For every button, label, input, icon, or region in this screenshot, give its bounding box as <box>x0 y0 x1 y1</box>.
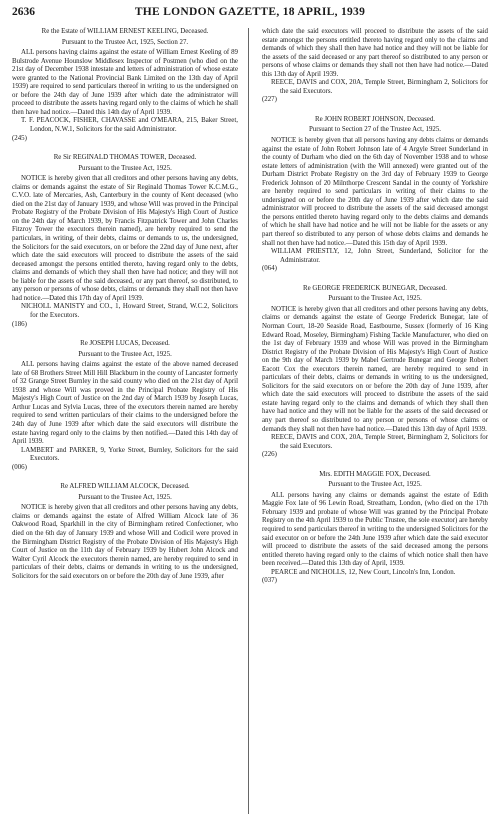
notice-code: (064) <box>262 265 277 273</box>
notice-title: Re JOSEPH LUCAS, Deceased. <box>80 340 170 348</box>
notice-signature: REECE, DAVIS and COX, 20A, Temple Street, Birmingham 2, Solicitors for the said Executors. <box>271 434 488 450</box>
notice-act: Pursuant to Section 27 of the Trustee Act, 1925. <box>308 126 442 134</box>
notice-act: Pursuant to the Trustee Act, 1925. <box>328 481 422 489</box>
notice-signature: LAMBERT and PARKER, 9, Yorke Street, Burnley, Solicitors for the said Executors. <box>21 446 238 463</box>
notice-act: Pursuant to the Trustee Act, 1925. <box>78 350 172 358</box>
notice <box>262 285 488 460</box>
notice-signature: WILLIAM PRIESTLY, 12, John Street, Sunderland, Solicitor for the Administrator. <box>271 248 488 264</box>
left-column <box>12 28 238 581</box>
notice-continued <box>262 28 488 105</box>
notice <box>12 483 238 581</box>
right-column <box>262 28 488 586</box>
notice-body: ALL persons having claims against the estate of William Ernest Keeling of 89 Bulstrode Avenue Hounslow Middlesex Inspector of Postmen (who died on the 21st day of December 1938 intestate and letters of administration of whose estate were granted to the National Provincial Bank Limited on the 13th day of April 1939) are required to send particulars thereof in writing to us the undersigned on or before the 24th day of June 1939 after which date the administrator will proceed to distribute the assets having regard only to the claims of which he shall then have had notice.—Dated this 14th day of April 1939. <box>12 49 238 116</box>
notice-code: (037) <box>262 577 277 585</box>
notice-act: Pursuant to the Trustee Act, 1925. <box>78 493 172 501</box>
notice-signature: PEARCE and NICHOLLS, 12, New Court, Lincoln's Inn, London. <box>271 568 456 576</box>
notice <box>262 116 488 274</box>
notice-title: Re JOHN ROBERT JOHNSON, Deceased. <box>314 115 436 123</box>
notice <box>12 340 238 472</box>
page-header <box>12 6 488 22</box>
column-divider <box>248 28 249 814</box>
notice-body: NOTICE is hereby given that all creditors and other persons having any debts, claims or demands against the estate of Alfred William Alcock late of 36 Oakwood Road, Sparkhill in the city of Birmingham retired Confectioner, who died on the 6th day of January 1939 and whose Will and Codicil were proved in the Birmingham District Registry of the Probate Division of His Majesty's High Court of Justice on the 11th day of February 1939 by Hubert John Alcock and Walter Cyril Alcock the executors therein named, are hereby required to send in particulars of their debts, claims or demands in writing to us the undersigned, Solicitors for the said executors on or before the 20th day of June 1939, after <box>12 504 238 580</box>
notice-act: Pursuant to the Trustee Act, 1925. <box>78 164 172 172</box>
notice-signature: REECE, DAVIS and COX, 20A, Temple Street, Birmingham 2, Solicitors for the said Executors. <box>271 79 488 95</box>
notice-title: Mrs. EDITH MAGGIE FOX, Deceased. <box>319 470 431 478</box>
notice-body: which date the said executors will proceed to distribute the assets of the said estate amongst the persons entitled thereto having regard only to the claims and demands of which they shall then have had notice and they will not be liable for the assets of the said deceased or any part thereof so distributed to any person or persons of whose claims or demands they shall not then have had notice.—Dated this 13th day of April 1939. <box>262 28 488 78</box>
notice-title: Re ALFRED WILLIAM ALCOCK, Deceased. <box>60 483 190 491</box>
notice-code: (006) <box>12 463 27 471</box>
page-number: 2636 <box>12 6 35 18</box>
notice-code: (186) <box>12 320 27 328</box>
notice-body: ALL persons having claims against the estate of the above named deceased late of 68 Brothers Street Mill Hill Blackburn in the county of Lancaster formerly of 32 Grange Street Burnley in the said county who died on the 21st day of April 1938 and whose Will was proved in the Principal Probate Registry of His Majesty's High Court of Justice on the 2nd day of March 1939 by Joseph Lucas, Arthur Lucas and Sylvia Lucas, three of the executors therein named are hereby required to send written particulars of their claims to the undersigned before the 24th day of June 1939 after which date the said executors will distribute the estate having regard only to the claims by then notified.—Dated this 14th day of April 1939. <box>12 361 238 446</box>
notice-code: (226) <box>262 451 277 459</box>
notice <box>12 154 238 329</box>
notice <box>12 28 238 143</box>
notice-body: NOTICE is hereby given that all creditors and other persons having any debts, claims or demands against the estate of Sir Reginald Thomas Tower K.C.M.G., C.V.O. late of Mercaries, Ash, Canterbury in the county of Kent deceased (who died on the 21st day of January 1939, and whose Will was proved in the Principal Probate Registry of the Probate Division of His Majesty's High Court of Justice on the 24th day of March 1939, by Francis Fitzpatrick Tower and John Charles Fitzroy Tower the executors therein named), are hereby required to send the particulars, in writing, of their debts, claims or demands to us, the undersigned, the Solicitors for the said executors, on or before the 22nd day of June next, after which date the said executors will proceed to distribute the assets of the said deceased amongst the persons entitled thereto, having regard only to the debts, claims and demands of which they shall then have had notice; and they will not be liable for the assets of the said deceased, or any part thereof, so distributed, to any person or persons of whose debts, claims or demands they shall not then have had notice.—Dated this 17th day of April 1939. <box>12 175 238 302</box>
notice-title: Re the Estate of WILLIAM ERNEST KEELING, Deceased. <box>41 28 209 35</box>
publication-title: THE LONDON GAZETTE, 18 APRIL, 1939 <box>134 6 366 18</box>
notice-title: Re Sir REGINALD THOMAS TOWER, Deceased. <box>53 154 197 162</box>
notice-act: Pursuant to the Trustee Act, 1925. <box>328 295 422 303</box>
notice-title: Re GEORGE FREDERICK BUNEGAR, Deceased. <box>303 284 447 292</box>
notice-code: (227) <box>262 96 277 104</box>
notice-act: Pursuant to the Trustee Act, 1925, Section 27. <box>61 38 189 46</box>
notice-body: ALL persons having any claims or demands against the estate of Edith Maggie Fox late of 96 Lewin Road, Streatham, London, (who died on the 17th February 1939 and probate of whose Will was granted by the Principal Probate Registry on the 4th April 1939 to the Public Trustee, the sole executor) are hereby required to send particulars thereof in writing to the undersigned Solicitors for the said executor on or before the 24th June 1939 after which date the said executor will proceed to distribute the assets of the said deceased among the persons entitled thereto having regard only to the claims of which notice shall then have been received.—Dated this 13th day of April, 1939. <box>262 491 488 568</box>
notice <box>262 471 488 586</box>
notice-code: (245) <box>12 134 27 142</box>
notice-signature: T. F. PEACOCK, FISHER, CHAVASSE and O'MEARA, 215, Baker Street, London, N.W.1, Solicitors for the said Administrator. <box>21 117 238 134</box>
notice-signature: NICHOLL MANISTY and CO., 1, Howard Street, Strand, W.C.2, Solicitors for the Executors. <box>21 303 238 319</box>
notice-body: NOTICE is hereby given that all creditors and other persons having any debts, claims or demands against the estate of George Frederick Bunegar, late of Norman Court, 18-20 Seaside Road, Eastbourne, Sussex (formerly of 16 King Edward Road, Moseley, Birmingham) Fishing Tackle Manufacturer, who died on the 1st day of February 1939 and whose Will was proved in the Birmingham District Registry of the Probate Division of His Majesty's High Court of Justice on the 9th day of March 1939 by Mabel Gertrude Bunegar and George Robert Eacott Cox the executors therein named, are hereby required to send in particulars of their debts, claims or demands in writing to us the undersigned, Solicitors for the said executors on or before the 20th day of June 1939, after which date the said executors will proceed to distribute the assets of the said estate having regard only to the claims and demands of which they shall then have had notice and they will not be liable for the assets of the said deceased or any part thereof so distributed to any person or persons of whose claims or demands they shall not then have had notice.—Dated this 13th day of April 1939. <box>262 305 488 433</box>
notice-body: NOTICE is hereby given that all persons having any debts claims or demands against the estate of John Robert Johnson late of 4 Argyle Street Sunderland in the county of Durham who died on the 6th day of November 1938 and to whose estate letters of administration (with the Will annexed) were granted out of the Durham District Probate Registry on the 3rd day of February 1939 to George Frederick Johnson of 20 Milnthorpe Crescent Sandal in the county of Yorkshire are hereby required to send particulars in writing of their claims to the undersigned on or before the 20th day of June 1939 after which date the said administrator will proceed to distribute the assets of the said deceased amongst the persons entitled thereto having regard only to the debts claims and demands of which he shall have had notice and he will not be liable for the assets or any part thereof so distributed to any person of whose debts claims and demands he shall not then have had notice.—Dated this 15th day of April 1939. <box>262 137 488 247</box>
